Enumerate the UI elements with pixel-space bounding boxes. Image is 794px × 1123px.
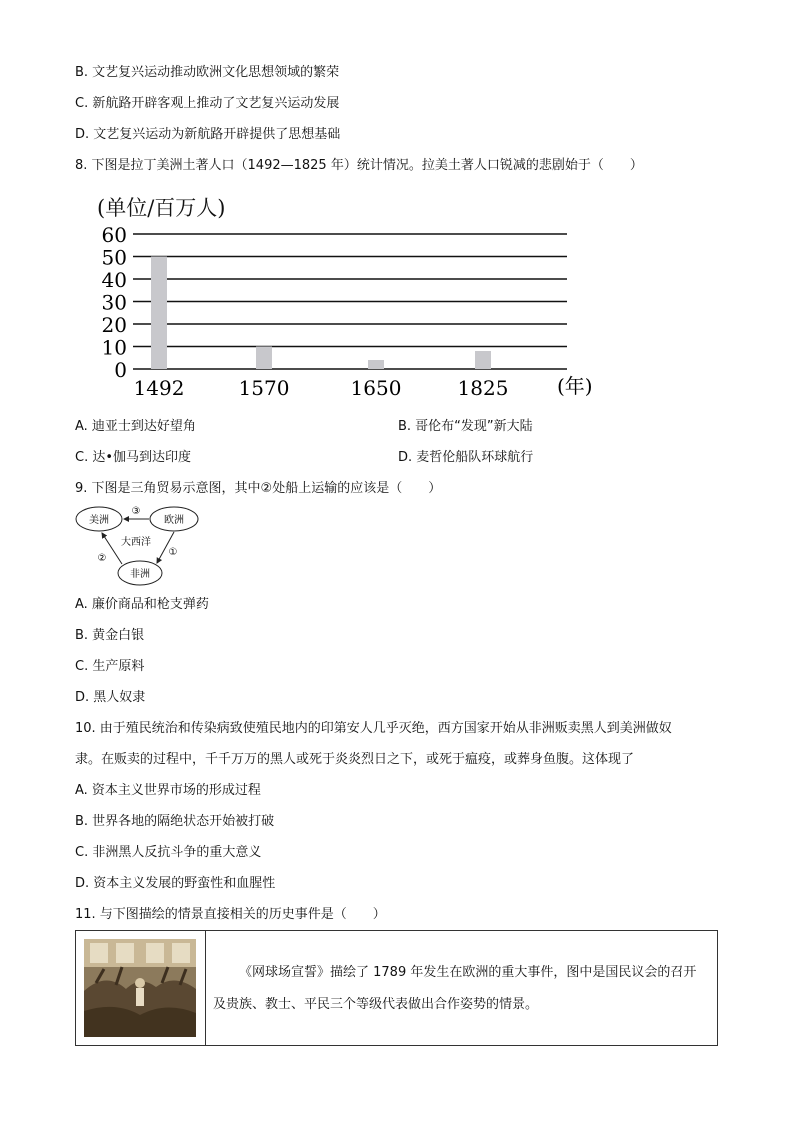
q9-stem: 9. 下图是三角贸易示意图，其中②处船上运输的应该是（ ） [75, 481, 442, 496]
q9-option-c: C. 生产原料 [75, 659, 145, 674]
x-tick-label: 1570 [238, 376, 290, 400]
q11-stem: 11. 与下图描绘的情景直接相关的历史事件是（ ） [75, 907, 386, 922]
q7-option-b: B. 文艺复兴运动推动欧洲文化思想领域的繁荣 [75, 65, 340, 80]
x-tick-label: 1650 [350, 376, 402, 400]
bar-1825 [475, 351, 491, 369]
x-tick-label: 1825 [457, 376, 509, 400]
x-tick-label: 1492 [133, 376, 185, 400]
bar-1570 [256, 347, 272, 370]
q10-option-b: B. 世界各地的隔绝状态开始被打破 [75, 814, 275, 829]
q8-option-c: C. 达•伽马到达印度 [75, 450, 192, 465]
y-tick-label: 50 [101, 245, 127, 270]
q10-stem-line1: 10. 由于殖民统治和传染病致使殖民地内的印第安人几乎灭绝，西方国家开始从非洲贩卖黑人到美洲做奴 [75, 721, 672, 736]
europe-label: 欧洲 [164, 515, 184, 526]
q11-table [75, 930, 718, 1046]
q9-option-d: D. 黑人奴隶 [75, 690, 146, 705]
tennis-court-oath-image [76, 931, 206, 1045]
y-tick-label: 20 [101, 313, 127, 337]
q7-option-c: C. 新航路开辟客观上推动了文艺复兴运动发展 [75, 96, 340, 111]
q9-option-b: B. 黄金白银 [75, 628, 145, 643]
bar-1650 [368, 360, 384, 369]
q10-option-a: A. 资本主义世界市场的形成过程 [75, 783, 261, 798]
chart-svg [95, 192, 605, 402]
q11-caption: 《网球场宣誓》描绘了 1789 年发生在欧洲的重大事件，图中是国民议会的召开及贵族、教士、平民三个等级代表做出合作姿势的情景。 [213, 965, 697, 1012]
y-tick-label: 0 [114, 358, 127, 382]
q7-option-d: D. 文艺复兴运动为新航路开辟提供了思想基础 [75, 127, 341, 142]
population-chart [95, 192, 605, 402]
y-tick-label: 40 [101, 268, 127, 292]
y-tick-label: 10 [101, 335, 127, 360]
q8-option-a: A. 迪亚士到达好望角 [75, 419, 196, 434]
q10-option-c: C. 非洲黑人反抗斗争的重大意义 [75, 845, 262, 860]
america-label: 美洲 [89, 515, 109, 526]
africa-label: 非洲 [130, 569, 150, 580]
q8-option-b: B. 哥伦布“发现”新大陆 [398, 419, 533, 434]
q8-stem: 8. 下图是拉丁美洲土著人口（1492—1825 年）统计情况。拉美土著人口锐减的悲剧始于（ ） [75, 158, 643, 173]
chart-unit-label: (单位/百万人) [97, 196, 226, 220]
triangle-trade-diagram [72, 500, 207, 590]
bar-1492 [151, 257, 167, 370]
q8-option-d: D. 麦哲伦船队环球航行 [398, 450, 534, 465]
ocean-label: 大西洋 [121, 537, 151, 548]
mark-3: ③ [131, 506, 141, 517]
mark-1: ① [168, 547, 178, 558]
mark-2: ② [97, 553, 107, 564]
q10-stem-line2: 隶。在贩卖的过程中，千千万万的黑人或死于炎炎烈日之下，或死于瘟疫，或葬身鱼腹。这体现了 [75, 752, 635, 767]
y-tick-label: 60 [101, 223, 127, 247]
q10-option-d: D. 资本主义发展的野蛮性和血腥性 [75, 876, 276, 891]
x-unit-label: (年) [557, 374, 593, 398]
q9-option-a: A. 廉价商品和枪支弹药 [75, 597, 209, 612]
y-tick-label: 30 [101, 290, 127, 315]
